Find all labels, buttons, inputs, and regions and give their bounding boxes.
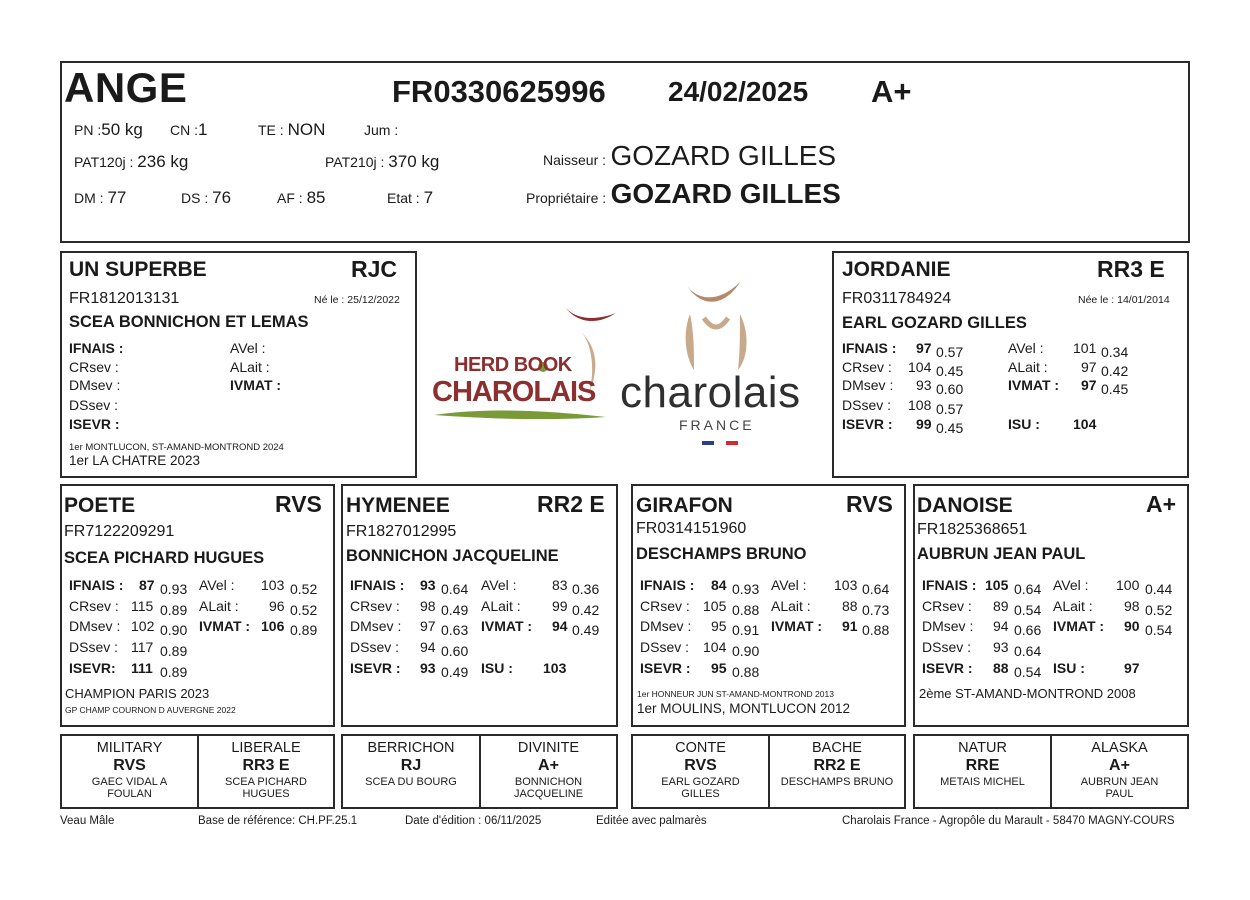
gp-ifnais-r: 0.64: [1014, 581, 1042, 597]
gp-dmsev-label: DMsev :: [922, 618, 974, 634]
animal-grade: A+: [871, 74, 912, 109]
gp-ivmat-label: IVMAT :: [481, 618, 533, 634]
gp-ivmat-r: 0.49: [572, 622, 600, 638]
ancestor-divinite: [481, 740, 616, 800]
footer-org: Charolais France - Agropôle du Marault - 58470 MAGNY-COURS: [842, 815, 1175, 827]
herdbook-bottom-text: CHAROLAIS: [432, 376, 596, 408]
gp-alait-value: 96: [269, 598, 285, 614]
gp-isevr-value: 88: [993, 660, 1009, 676]
ancestor-owner: DESCHAMPS BRUNO: [780, 776, 894, 788]
herdbook-logo: [430, 295, 620, 425]
gp-alait-value: 99: [552, 598, 568, 614]
ancestor-name: MILITARY: [96, 740, 163, 756]
gp-crsev-label: CRsev :: [350, 598, 400, 614]
ancestor-code: RVS: [684, 757, 717, 774]
ancestor-code: RR2 E: [813, 757, 861, 774]
sire-dmsev-label: DMsev :: [69, 377, 121, 393]
gp-avel-label: AVel :: [481, 577, 517, 593]
etat-value: 7: [423, 188, 434, 207]
gp-dmsev-r: 0.90: [160, 622, 188, 638]
jum-field: [364, 122, 398, 138]
gp-alait-label: ALait :: [1053, 598, 1093, 614]
gp-isevr-value: 111: [131, 660, 153, 676]
gp-code: RVS: [275, 491, 322, 517]
ancestor-name: ALASKA: [1091, 740, 1148, 756]
ancestor-name: BERRICHON: [367, 740, 455, 756]
ancestor-code: RJ: [400, 757, 422, 774]
gp-crsev-value: 98: [420, 598, 436, 614]
pat120-label: PAT120j :: [74, 154, 134, 170]
gp-dssev-r: 0.60: [441, 643, 469, 659]
gp-crsev-value: 89: [993, 598, 1009, 614]
gp-ivmat-value: 91: [842, 618, 858, 634]
dam-ivmat-r: 0.45: [1101, 381, 1129, 397]
dam-alait-value: 97: [1081, 359, 1097, 375]
gp-crsev-value: 115: [131, 598, 154, 614]
gp-alait-value: 98: [1124, 598, 1140, 614]
sire-dssev-label: DSsev :: [69, 397, 119, 413]
ancestor-owner: FOULAN: [107, 788, 152, 800]
dam-isevr-label: ISEVR :: [842, 416, 893, 432]
gp-isevr-label: ISEVR :: [922, 660, 973, 676]
gp-avel-r: 0.64: [862, 581, 890, 597]
gp-ifnais-label: IFNAIS :: [350, 577, 405, 593]
ancestor-name: NATUR: [958, 740, 1007, 756]
dam-crsev-label: CRsev :: [842, 359, 892, 375]
gp-dmsev-r: 0.66: [1014, 622, 1042, 638]
te-label: TE :: [258, 122, 284, 138]
dam-ifnais-label: IFNAIS :: [842, 340, 897, 356]
gp-avel-r: 0.52: [290, 581, 318, 597]
gp-ivmat-r: 0.54: [1145, 622, 1173, 638]
gp-dssev-r: 0.64: [1014, 643, 1042, 659]
animal-id: FR0330625996: [392, 74, 606, 109]
dam-name: JORDANIE: [842, 258, 951, 281]
gp-isu-label: ISU :: [481, 660, 513, 676]
gp-dssev-label: DSsev :: [69, 639, 119, 655]
ancestor-owner: HUGUES: [242, 788, 290, 800]
pat210-value: 370 kg: [388, 152, 440, 171]
gp-name: POETE: [64, 494, 136, 517]
naisseur-value: GOZARD GILLES: [610, 140, 837, 171]
sire-code: RJC: [351, 256, 398, 282]
gp-ivmat-r: 0.89: [290, 622, 318, 638]
dam-avel-value: 101: [1073, 340, 1097, 356]
gp-dmsev-r: 0.63: [441, 622, 469, 638]
dam-ifnais-r: 0.57: [936, 344, 964, 360]
gp-isevr-value: 95: [711, 660, 727, 676]
gp-avel-value: 103: [834, 577, 858, 593]
sire-born-value: 25/12/2022: [347, 294, 400, 306]
gp-avel-r: 0.44: [1145, 581, 1173, 597]
pat210-label: PAT210j :: [325, 154, 385, 170]
gp-isu-value: 97: [1124, 660, 1140, 676]
gp-owner: AUBRUN JEAN PAUL: [917, 545, 1086, 563]
gp-owner: BONNICHON JACQUELINE: [346, 547, 559, 565]
etat-label: Etat :: [387, 190, 420, 206]
dam-ivmat-label: IVMAT :: [1008, 377, 1060, 393]
dam-isu-value: 104: [1073, 416, 1097, 432]
sire-ivmat-label: IVMAT :: [230, 377, 282, 393]
gp-crsev-value: 105: [703, 598, 727, 614]
gp-isevr-label: ISEVR :: [350, 660, 401, 676]
gp-dmsev-label: DMsev :: [350, 618, 402, 634]
gp-avel-label: AVel :: [1053, 577, 1089, 593]
gp-alait-label: ALait :: [481, 598, 521, 614]
gp-note-big: 1er MOULINS, MONTLUCON 2012: [637, 701, 851, 716]
gp-dmsev-value: 95: [711, 618, 727, 634]
dam-avel-label: AVel :: [1008, 340, 1044, 356]
naisseur-field: [543, 140, 836, 172]
footer-palmares: Editée avec palmarès: [596, 815, 707, 827]
gp-ifnais-r: 0.64: [441, 581, 469, 597]
sire-owner: SCEA BONNICHON ET LEMAS: [69, 313, 309, 331]
ancestor-owner: EARL GOZARD: [661, 776, 740, 788]
dam-crsev-r: 0.45: [936, 363, 964, 379]
ancestor-owner: METAIS MICHEL: [940, 776, 1025, 788]
gp-avel-value: 83: [552, 577, 568, 593]
cn-field: [170, 120, 207, 140]
france-wordmark: FRANCE: [679, 417, 755, 433]
gp-ifnais-value: 105: [985, 577, 1009, 593]
gp-ifnais-label: IFNAIS :: [922, 577, 977, 593]
gp-ivmat-r: 0.88: [862, 622, 890, 638]
gp-ifnais-value: 84: [711, 577, 727, 593]
dam-dmsev-value: 93: [916, 377, 932, 393]
footer-base: Base de référence: CH.PF.25.1: [198, 815, 358, 827]
gp-note-big: 2ème ST-AMAND-MONTROND 2008: [919, 686, 1136, 701]
sire-note-1: 1er MONTLUCON, ST-AMAND-MONTROND 2024: [69, 442, 284, 453]
gp-ifnais-label: IFNAIS :: [640, 577, 695, 593]
gp-dssev-label: DSsev :: [350, 639, 400, 655]
gp-note-small2: GP CHAMP COURNON D AUVERGNE 2022: [65, 705, 236, 715]
gp-isevr-label: ISEVR :: [640, 660, 691, 676]
ancestor-natur: [915, 740, 1050, 788]
gp-alait-r: 0.42: [572, 602, 600, 618]
ancestor-owner: JACQUELINE: [513, 788, 584, 800]
gp-dssev-value: 93: [993, 639, 1009, 655]
gp-avel-value: 103: [261, 577, 285, 593]
af-value: 85: [306, 188, 326, 207]
proprietaire-value: GOZARD GILLES: [610, 178, 841, 209]
te-value: NON: [287, 120, 326, 139]
ancestor-berrichon: [343, 740, 479, 788]
ancestor-name: LIBERALE: [231, 740, 301, 756]
pat120-field: [74, 152, 188, 172]
ancestor-alaska: [1052, 740, 1187, 800]
dm-field: [74, 188, 126, 208]
sire-name: UN SUPERBE: [69, 258, 207, 281]
dam-code: RR3 E: [1097, 256, 1165, 282]
gp-dmsev-value: 94: [993, 618, 1009, 634]
gp-dssev-r: 0.89: [160, 643, 188, 659]
ancestor-bache: [770, 740, 904, 788]
gp-dssev-value: 94: [420, 639, 436, 655]
gp-isevr-value: 93: [420, 660, 436, 676]
gp-alait-r: 0.52: [1145, 602, 1173, 618]
dam-crsev-value: 104: [908, 359, 932, 375]
gp-isevr-label: ISEVR:: [69, 660, 116, 676]
gp-ivmat-label: IVMAT :: [1053, 618, 1105, 634]
dam-isevr-value: 99: [916, 416, 932, 432]
footer-type: Veau Mâle: [60, 815, 115, 827]
ancestor-name: CONTE: [675, 740, 726, 756]
dam-id: FR0311784924: [842, 290, 952, 307]
gp-ivmat-value: 106: [261, 618, 285, 634]
gp-code: RR2 E: [537, 491, 605, 517]
sire-avel-label: AVel :: [230, 340, 266, 356]
jum-label: Jum :: [364, 122, 399, 138]
dam-alait-r: 0.42: [1101, 363, 1129, 379]
af-field: [277, 188, 325, 208]
dam-ifnais: [842, 340, 896, 356]
sire-born-label: Né le :: [314, 294, 345, 306]
gp-crsev-label: CRsev :: [69, 598, 119, 614]
gp-ivmat-value: 90: [1124, 618, 1140, 634]
ancestor-owner: BONNICHON: [514, 776, 583, 788]
gp-crsev-label: CRsev :: [922, 598, 972, 614]
gp-alait-value: 88: [842, 598, 858, 614]
gp-avel-label: AVel :: [199, 577, 235, 593]
gp-alait-r: 0.52: [290, 602, 318, 618]
ancestor-owner: PAUL: [1105, 788, 1134, 800]
gp-dssev-r: 0.90: [732, 643, 760, 659]
te-field: [258, 120, 325, 140]
gp-dssev-label: DSsev :: [922, 639, 972, 655]
gp-dmsev-value: 102: [131, 618, 155, 634]
charolais-france-logo: [620, 278, 830, 453]
gp-crsev-r: 0.54: [1014, 602, 1042, 618]
dam-avel-r: 0.34: [1101, 344, 1129, 360]
dam-dssev-r: 0.57: [936, 401, 964, 417]
ancestor-owner: SCEA DU BOURG: [365, 776, 457, 788]
dm-label: DM :: [74, 190, 104, 206]
gp-alait-label: ALait :: [771, 598, 811, 614]
dam-dmsev-r: 0.60: [936, 381, 964, 397]
gp-name: HYMENEE: [346, 494, 450, 517]
dam-dssev-value: 108: [908, 397, 932, 413]
dam-ifnais-value: 97: [916, 340, 932, 356]
cn-label: CN :: [170, 122, 198, 138]
gp-crsev-r: 0.89: [160, 602, 188, 618]
gp-avel-label: AVel :: [771, 577, 807, 593]
dam-born-value: 14/01/2014: [1117, 294, 1170, 306]
pn-value: 50 kg: [101, 120, 143, 139]
gp-alait-r: 0.73: [862, 602, 890, 618]
ds-label: DS :: [181, 190, 209, 206]
pn-field: [74, 120, 143, 140]
gp-ifnais-value: 93: [420, 577, 436, 593]
dam-alait-label: ALait :: [1008, 359, 1048, 375]
ancestor-owner: GILLES: [681, 788, 720, 800]
gp-avel-r: 0.36: [572, 581, 600, 597]
gp-dmsev-label: DMsev :: [640, 618, 692, 634]
dam-isu-label: ISU :: [1008, 416, 1040, 432]
proprietaire-field: [526, 178, 841, 210]
ancestor-owner: GAEC VIDAL A: [91, 776, 168, 788]
gp-name: DANOISE: [917, 494, 1013, 517]
herdbook-top-text: HERD BOOK: [454, 354, 572, 376]
gp-name: GIRAFON: [636, 494, 733, 517]
ds-value: 76: [212, 188, 232, 207]
gp-isevr-r: 0.88: [732, 664, 760, 680]
pat210-field: [325, 152, 439, 172]
gp-ifnais-r: 0.93: [732, 581, 760, 597]
gp-isu-label: ISU :: [1053, 660, 1085, 676]
gp-id: FR1827012995: [346, 523, 457, 540]
gp-owner: SCEA PICHARD HUGUES: [64, 549, 265, 567]
gp-alait-label: ALait :: [199, 598, 239, 614]
gp-dmsev-value: 97: [420, 618, 436, 634]
sire-isevr-label: ISEVR :: [69, 416, 120, 432]
gp-isevr-r: 0.89: [160, 664, 188, 680]
gp-ifnais-r: 0.93: [160, 581, 188, 597]
dam-owner: EARL GOZARD GILLES: [842, 314, 1027, 332]
gp-ivmat-value: 94: [552, 618, 568, 634]
gp-crsev-r: 0.49: [441, 602, 469, 618]
gp-id: FR7122209291: [64, 523, 175, 540]
charolais-wordmark: charolais: [620, 368, 801, 417]
naisseur-label: Naisseur :: [543, 152, 607, 168]
dam-born: [1078, 294, 1170, 306]
pat120-value: 236 kg: [137, 152, 189, 171]
sire-ifnais-label: IFNAIS :: [69, 340, 124, 356]
ancestor-code: RVS: [113, 757, 146, 774]
gp-dmsev-label: DMsev :: [69, 618, 121, 634]
dam-dmsev-label: DMsev :: [842, 377, 894, 393]
ancestor-code: A+: [538, 757, 559, 774]
gp-isevr-r: 0.49: [441, 664, 469, 680]
pn-label: PN :: [74, 122, 102, 138]
sire-born: [314, 294, 400, 306]
gp-ifnais-value: 87: [139, 577, 155, 593]
gp-crsev-label: CRsev :: [640, 598, 690, 614]
gp-dssev-value: 117: [131, 639, 154, 655]
gp-ivmat-label: IVMAT :: [771, 618, 823, 634]
ancestor-code: A+: [1109, 757, 1130, 774]
ancestor-name: BACHE: [812, 740, 862, 756]
dam-isevr-r: 0.45: [936, 420, 964, 436]
ancestor-military: [62, 740, 197, 800]
gp-avel-value: 100: [1116, 577, 1140, 593]
ancestor-liberale: [199, 740, 333, 800]
footer-edit-date: Date d'édition : 06/11/2025: [405, 815, 542, 827]
gp-code: A+: [1146, 491, 1177, 517]
gp-code: RVS: [846, 491, 893, 517]
gp-note-small: 1er HONNEUR JUN ST-AMAND-MONTROND 2013: [637, 689, 834, 699]
af-label: AF :: [277, 190, 303, 206]
gp-dssev-value: 104: [703, 639, 727, 655]
gp-ifnais-label: IFNAIS :: [69, 577, 124, 593]
etat-field: [387, 188, 433, 208]
gp-isevr-r: 0.54: [1014, 664, 1042, 680]
ancestor-owner: SCEA PICHARD: [225, 776, 307, 788]
dam-born-label: Née le :: [1078, 294, 1115, 306]
ancestor-code: RR3 E: [242, 757, 290, 774]
ancestor-owner: AUBRUN JEAN: [1080, 776, 1159, 788]
ancestor-conte: [633, 740, 768, 800]
proprietaire-label: Propriétaire :: [526, 190, 607, 206]
gp-id: FR0314151960: [636, 520, 747, 537]
sire-alait-label: ALait :: [230, 359, 270, 375]
sire-id: FR1812013131: [69, 290, 180, 307]
gp-isu-value: 103: [543, 660, 567, 676]
ds-field: [181, 188, 231, 208]
gp-id: FR1825368651: [917, 521, 1028, 538]
dam-ivmat-value: 97: [1081, 377, 1097, 393]
sire-note-2: 1er LA CHATRE 2023: [69, 453, 201, 468]
animal-date: 24/02/2025: [668, 76, 809, 107]
gp-dssev-label: DSsev :: [640, 639, 690, 655]
gp-ivmat-label: IVMAT :: [199, 618, 251, 634]
gp-note-big: CHAMPION PARIS 2023: [65, 686, 210, 701]
animal-name: ANGE: [64, 64, 188, 111]
dm-value: 77: [107, 188, 127, 207]
gp-crsev-r: 0.88: [732, 602, 760, 618]
ancestor-name: DIVINITE: [517, 740, 580, 756]
gp-owner: DESCHAMPS BRUNO: [636, 545, 807, 563]
cn-value: 1: [198, 120, 208, 139]
ancestor-code: RRE: [965, 757, 1000, 774]
dam-dssev-label: DSsev :: [842, 397, 892, 413]
sire-crsev-label: CRsev :: [69, 359, 119, 375]
gp-dmsev-r: 0.91: [732, 622, 760, 638]
